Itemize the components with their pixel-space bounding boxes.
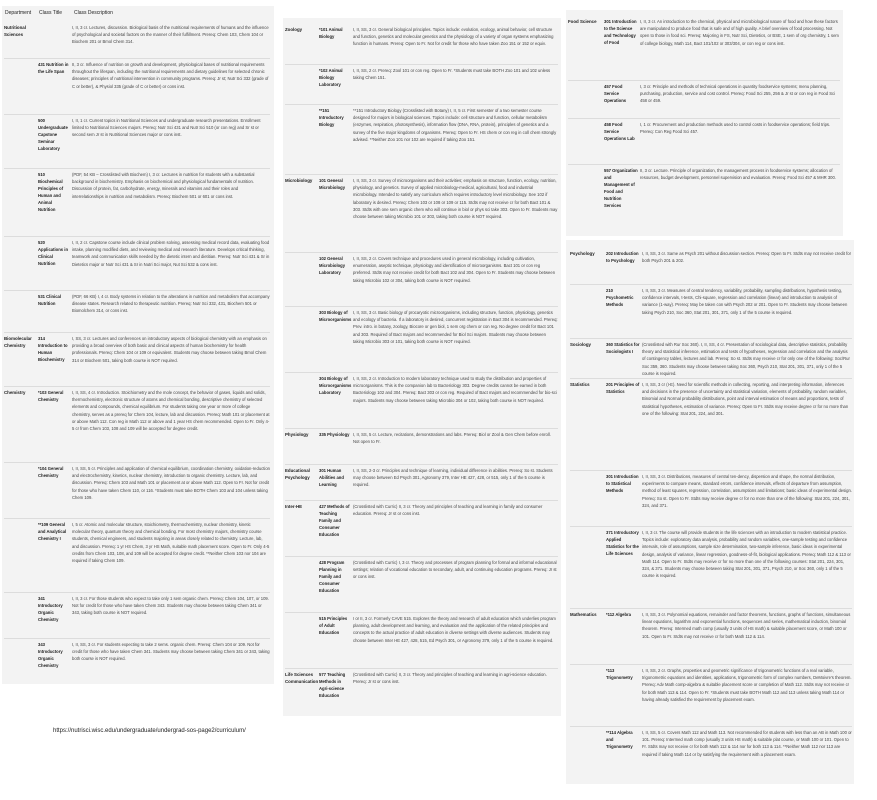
table-row	[285, 24, 558, 66]
table-row	[285, 500, 558, 559]
row-class-title: 515 Principles of Adult Education	[319, 616, 348, 635]
row-department	[570, 729, 606, 785]
row-description: I, II, SS, 3 cr. Polynomial equations, remainder and factor theorems, functions, graphs of functions, simultaneous linear equations, logarithm and exponential functions, sequences and series, mathematical induction, binomial theorem. Prereq: Intermed math comp (usually 3 units of HS math) & suitable placement score, or Math 100 or 101. Open to Fr. Stdts may not receive cr for both Math 112 & 114.	[642, 612, 851, 639]
row-description: I, II, SS, 2 cr. Introduction to modern laboratory technique used to study the distribution and properties of microorganisms. This is the companion lab to Bacteriology 303. Degree credits cannot be earned in both Bacteriology 102 and 304. Prereq: Bact 303 or con reg. Required of Bact majors and recommended for bio-sci majors. Students may choose between taking Microbio 304 or 102, taking both course is NOT required.	[353, 376, 557, 403]
table-row	[285, 252, 558, 309]
row-class-title: 371 Introductory Applied Statistics for the Life Sciences	[606, 530, 639, 556]
row-description: I, II, 3 cr. For those students who expect to take only 1 sem organic chem. Prereq: Chem 104, 107, or 109. Not for credit for those who have taken Chem 343. Students may choose between taking Chem 341 or 343, taking both course is NOT required.	[72, 596, 269, 616]
row-class-title	[38, 24, 72, 60]
row-class-title: 457 Food Service Operations	[604, 84, 627, 103]
row-class-title: 428 Program Planning in Family and Consumer Education	[319, 560, 345, 593]
row-description: (Crosslisted with Curric) II, 3 cr. Theory and principles of teaching and learning in agri-science education. Prereq: Jr st or cons inst.	[353, 672, 547, 685]
row-department: Physiology	[285, 432, 309, 437]
header-class-title: Class Title	[39, 10, 63, 16]
row-department: Zoology	[285, 27, 303, 32]
row-class-title: 303 Biology of Microorganisms	[319, 310, 352, 322]
table-row	[570, 608, 852, 667]
table-row	[570, 248, 852, 284]
row-class-title: 510 Biochemical Principles of Human and Animal Nutrition	[38, 172, 64, 212]
row-description: I, II, SS, 3 cr. Basic biology of procaryotic microorganisms, including structure, function, physiology, genetics and ecology of bacteria. If a laboratory is desired, concurrent registration in Bact 304 is recommended. Prereq: Prev. intro. in botany, zoology, Biocore or gen biol, 1 sem org chem or con reg. No degree credit for Bact 101 and 303. Required of Bact majors and recommended for Biol Sci majors. Students may choose between taking Microbio 303 or 101, taking both course is NOT required.	[353, 310, 558, 344]
row-department	[285, 255, 319, 309]
table-row	[4, 332, 270, 389]
table-row	[4, 58, 270, 117]
row-department	[4, 61, 38, 117]
row-description: I or II, 3 cr. Formerly CAVE 515. Explores the theory and research of adult education which underlies program planning, adult development and learning, and evaluation and the application of the related principles and concepts to the actual practice of adult education in diverse settings with diverse audiences. Students may choose between Inter HE 427, 428, 515, Ed Psych 301, or Agronomy 379, only 1 of the 5 course is required.	[353, 616, 556, 643]
row-description: (Crosslisted with Rur Soc 360). I, II, SS, 4 cr. Presentation of sociological data, descriptive statistics, probability theory and statistical inference, estimation and tests of hypotheses, regression and correlation and the analysis of contingency tables, lectures and lab. Prereq: So st. Stdts may receive cr for only one of the following: Soc/Rur Soc 359, 360. Students may choose between taking Soc 360, Psych 210, Stat 201, 301, 371, only 1 of the 5 course is required.	[642, 342, 850, 376]
source-url: https://nutrisci.wisc.edu/undergraduate/undergrad-sos-page2/curriculum/	[53, 728, 246, 734]
row-department: Educational Psychology	[285, 468, 310, 480]
table-row	[285, 464, 558, 503]
row-department	[4, 117, 38, 171]
table-row	[285, 556, 558, 615]
row-description: I, II, SS, 3 cr. For students expecting to take 2 sems. organic chem. Prereq: Chem 104 or 109. Not for credit for those who have taken Chem 341. Students may choose between taking Chem 341 or 343, taking both course is NOT required.	[72, 642, 270, 662]
table-row	[4, 592, 270, 641]
row-description: (Crosslisted with Curric) I, 3 cr. Theory and processes of program planning for formal and informal educational settings; relation of vocational education to secondary, adult, and continuing education programs. Prereq: Jr st or cons inst.	[353, 560, 557, 580]
row-class-title: 458 Food Service Operations Lab	[604, 122, 635, 141]
table-row	[568, 80, 840, 121]
row-department	[570, 473, 606, 529]
row-class-title: 201 Principles of Statistics	[606, 382, 640, 394]
row-description: I, 3 cr. Principle and methods of technical operations in quantity foodservice systems; menu planning, purchasing, production, service and cost control. Prereq: Food Sci 255, 256 & Jr st or con reg in Food Sci 458 or 459.	[640, 84, 836, 104]
table-row	[4, 22, 270, 60]
row-description: I, II, 2 cr. Capstone course include clinical problem solving, assessing medical record data, evaluating food intake, planning modified diets, and reviewing medical and research literature. Develops critical thinking, teamwork and communication skills needed by the dietetic intern and dietitian. Prereq: Nutr Sci 431 & Sr in Dietetics major or Nutr Sci 431 & Sr in Nutri Sci major, Nut Sci 532 & cons inst.	[72, 240, 270, 267]
row-description: I, II, SS, 2 cr. Graphs, properties and geometric significance of trigonometric functions of a real variable, trigonometric equations and identities, applications, trigonometric form of complex numbers, DeMoivre's theorem. Prereq: Adv Math comp-algebra & suitable placement score or completion of Math 112. Stdts may not receive cr for both Math 113 & 114. Open to Fr. *Students must take BOTH Math 112 and 113 unless taking Math 114 or having already satisfied the requirement by placement exam.	[642, 668, 852, 702]
table-row	[568, 118, 840, 163]
table-row	[4, 462, 270, 521]
row-department	[285, 615, 319, 671]
row-description: I, II, SS, 3 cr. General biological principles. Topics include: evolution, ecology, animal behavior, cell structure and function, genetics and molecular genetics and the physiology of a variety of organ systems emphasizing function in humans. Prereq: Open to Fr. Not for credit for those who have taken Zoo 151 or 152 or equiv.	[353, 27, 554, 47]
row-department	[568, 121, 604, 163]
row-department	[4, 641, 38, 685]
row-class-title: 314 Introduction to Human Biochemistry	[38, 336, 68, 362]
row-description: I, II, 3 cr. Lectures, discussion. Biological basis of the nutritional requirements of humans and the influence of psychological and societal factors on the manner of their fulfillment. Prereq: Chem 103, Chem 104 or Biochem 201 or Bmol Chem 314.	[72, 25, 269, 45]
row-class-title: 202 Introduction to Psychology	[606, 251, 639, 263]
row-department: Mathematics	[570, 612, 597, 617]
row-department	[570, 667, 606, 729]
row-department	[285, 375, 319, 431]
row-department: Inter-HE	[285, 504, 303, 509]
table-row	[568, 16, 840, 74]
row-department: Psychology	[570, 251, 595, 256]
row-description: I, 1 cr. Procurement and production methods used to control costs in foodservice operations; field trips. Prereq: Con Reg Food Sci 457.	[640, 122, 831, 135]
row-description: I, II, SS, 4 cr. Introduction. Stoichiometry and the mole concept, the behavior of gases, liquids and solids, thermochemistry, electronic structure of atoms and chemical bonding, descriptive chemistry of selected elements and compounds, chemical equilibrium. For students taking one year or more of college chemistry, serves as a prereq for Chem 104, lecture, lab and discussion. Prereq: Math 101 or placement at or above Math 112. Con reg in Math 112 or above and 1 year HS chem recommended. Open to Fr. Only 4-5 cr from Chem 103, 108 and 109 will be accepted for degree credit.	[72, 390, 270, 432]
row-department	[285, 67, 319, 107]
row-department	[570, 287, 606, 341]
row-department	[4, 171, 38, 239]
row-class-title: 335 Physiology	[319, 432, 350, 437]
table-row	[4, 168, 270, 239]
table-row	[4, 114, 270, 171]
row-class-title: 301 Introduction to the Science and Technology of Food	[604, 19, 637, 45]
row-description: I, II, SS, 5 cr. Lecture, recitations, demonstrations and labs. Prereq: Biol or Zool & Gen Chem before enroll. Not open to Fr.	[353, 432, 551, 445]
row-class-title: 343 Introductory Organic Chemistry	[38, 642, 63, 668]
row-class-title: 500 Undergraduate Capstone Seminar Laboratory	[38, 118, 68, 151]
row-class-title: *104 General Chemistry	[38, 466, 64, 478]
row-class-title: 210 Psychometric Methods	[606, 288, 634, 307]
table-row	[285, 612, 558, 671]
table-row	[570, 284, 852, 341]
row-department: Microbiology	[285, 178, 313, 183]
row-class-title: *112 Algebra	[606, 612, 631, 617]
row-class-title: 102 General Microbiology Laboratory	[319, 256, 346, 275]
row-class-title: 301 Human Abilities and Learning	[319, 468, 344, 487]
row-class-title: **114 Algebra and Trigonometry	[606, 730, 633, 749]
row-description: I, 5 cr. Atomic and molecular structure, stoichiometry, thermochemistry, nuclear chemistry, kinetic molecular theory, quantum theory and chemical bonding. For most chemistry majors, chemistry course students, chemical engineers, and students majoring in areas closely related to chemistry. Lecture, lab, and discussion. Prereq: 1 yr HS Chem, 3 yr HS Math, suitable math placement score. Open to Fr. Only 4-5 credits from Chem 103, 108, and 109 will be accepted for degree credit. **Neither Chem 103 nor 104 are required if taking Chem 109.	[72, 522, 270, 564]
row-class-title: 577 Teaching Methods in Agri-science Education	[319, 672, 346, 698]
row-class-title: 520 Applications in Clinical Nutrition	[38, 240, 69, 266]
table-row	[570, 526, 852, 609]
row-description: I, II, 3 cr. An introduction to the chemical, physical and microbiological nature of food and how these factors are manipulated to produce food that is safe and of high quality. A brief overview of food processing. Not open to those in food sci. Prereq: Majoring in FS, Nutr Sci, Dietetics, or BSE, 1 sem of org chemistry, 1 sem of college biology, Math 114, Bact 101/102 or 303/304, or con reg or cons inst.	[640, 19, 839, 46]
row-description: I, II, SS, 2 cr. Covers technique and procedures used in general microbiology, including cultivation, enumeration, aseptic technique, physiology and identification of microorganisms. Bact 101 or con reg preferred. Stdts may not receive credit for both Bact 102 and 304. Open to Fr. Students may choose between taking Microbio 102 or 304, taking both course is NOT required.	[353, 256, 556, 283]
row-class-title: *101 Animal Biology	[319, 27, 343, 39]
table-row	[285, 372, 558, 431]
table-row	[285, 104, 558, 169]
row-description: I, II, SS, 3 cr. Survey of microorganisms and their activities; emphasis on structure, function, ecology, nutrition, physiology, and genetics. Survey of applied microbiology-medical, agricultural, food and industrial microbiology. Intended to satisfy any curriculum which requires introductory level microbiology. See 102 if laboratory is desired. Prereq: Chem 103 or 108 or 109 or 115. Stdts may not receive cr for both Bact 101 & 303. Stdts with one sem organic chem who will continue in biol or phys sci take 303. Open to Fr. Students may choose between taking Microbio 101 or 303, taking both course is NOT required.	[353, 178, 558, 220]
table-row	[285, 428, 558, 461]
row-description: I, II, SS, 5 cr. Principles and application of chemical equilibrium, coordination chemistry, oxidation-reduction and electrochemistry, kinetics, nuclear chemistry, introduction to organic chemistry. Lecture, lab, and discussion. Prereq: Chem 103 and Math 101 or placement at or above Math 112. Open to Fr. Not for credit for those who have taken Chem 110, or 116. *Students must take BOTH Chem 103 and 104 unless taking Chem 109.	[72, 466, 270, 500]
row-department	[285, 107, 319, 169]
row-department	[4, 521, 38, 595]
row-class-title: 431 Nutrition in the Life Span	[38, 62, 69, 74]
row-description: I, II, SS, 3 cr. Distributions, measures of central ten-dency, dispersion and shape, the normal distribution, experiments to compare means, standard errors, confidence intervals, effects of departure from assumption, method of least squares, regression, correlation, assumptions and limitations; basic ideas of experimental design. Prereq: So st. Open to Fr. Stdts may receive degree cr for no more than one of the following: Stat 201, 224, 301, 324, and 371.	[642, 474, 852, 508]
table-row	[4, 638, 270, 685]
row-department	[285, 559, 319, 615]
table-row	[570, 664, 852, 729]
row-description: (PDF, 66 KB) I, 4 cr. Body systems in relation to the alterations in nutrition and metabolism that accompany disease states. Research related to therapeutic nutrition. Prereq: Nutr Sci 332, 431, Biochem 501 or Biomolchem 314, or cons inst.	[72, 294, 270, 314]
row-description: I, II, SS, 2-3 cr. Principles and technique of learning, individual difference in abilities. Prereq: So st. Students may choose between Ed Psych 301, Agronomy 379, Inter HE 427, 428, or 515, only 1 of the 5 course is required.	[353, 468, 553, 488]
row-description: I, II, SS, 5 cr. Covers Math 112 and Math 113. Not recommended for students with less than an AB in Math 100 or 101. Prereq: Intermed math comp (usually 3 units HS math) & suitable plat course, or Math 100 or 101. Open to Fr. Stdts may not receive cr for both Math 112 & 114 nor for both 113 & 114. **Neither Math 112 nor 113 are required if taking Math 114 or by satisfying the requirement with a placement exam.	[642, 730, 852, 757]
table-row	[570, 470, 852, 529]
row-class-title: *113 Trigonometry	[606, 668, 633, 680]
row-class-title: 341 Introductory Organic Chemistry	[38, 596, 63, 622]
row-department	[4, 239, 38, 293]
row-description: I, II, SS, 3 cr. Same as Psych 201 without discussion section. Prereq: Open to Fr. Stdts may not receive credit for both Psych 201 & 202.	[642, 251, 852, 264]
row-department: Nutritional Sciences	[4, 25, 26, 37]
table-row	[285, 306, 558, 375]
row-class-title: 531 Clinical Nutrition	[38, 294, 62, 306]
row-description: I, II, SS, 3 cr. Measures of central tendency, variability, probability, sampling distributions, hypothesis testing, confidence intervals, t-tests, Chi-square, regression and correlation (linear) and introduction to analysis of variance (1-way). Prereq: May be taken con with Psych 202 or 201. Open to Fr. Students may choose between taking Psych 210, Soc 360, Stat 201, 301, 371, only 1 of the 5 course is required.	[642, 288, 848, 315]
row-class-title: **109 General and Analytical Chemistry I	[38, 522, 67, 541]
table-row	[4, 236, 270, 293]
row-department	[568, 167, 604, 237]
row-description: (PDF, 54 KB – Crosslisted with Biochem) I, 3 cr. Lectures in nutrition for students with a substantial background in biochemistry. Emphasis on biochemical and physiological fundamentals of nutrition. Discussion of protein, fat, carbohydrate, energy, minerals and vitamins and their roles and interrelationships in nutrition and metabolism. Prereq: Biochem 501 or 601 or cons inst.	[72, 172, 255, 199]
row-description: **151 Introductory Biology (Crosslisted with Botany) I, II, 5 cr. First semester of a two semester course designed for majors in biological sciences. Topics include: cell structure and function, cellular metabolism (enzymes, respiration, photosynthesis), information flow (DNA, RNA, protein), principles of genetics and a survey of the five major kingdoms of organisms. Prereq: Open to Fr. HS chem or con reg in coll chem strongly advised. **Neither Zoo 101 nor 102 are required if taking Zoo 151.	[353, 108, 557, 142]
row-department	[4, 465, 38, 521]
row-description: I, II, SS, 3 cr (I-E). Need for scientific methods in collecting, reporting, and interpreting information, inferences and decisions in the presence of uncertainty and statistical variation, elements of probability, random variables, Binomial and Normal probability distributions, point and interval estimation of means and proportions, tests of statistical hypotheses, estimation of variance. Prereq: Open to Fr. Stdts may receive degree cr for no more than one of the following: Stat 201, 224, and 301.	[642, 382, 849, 416]
row-department: Life Sciences Communication	[285, 672, 319, 684]
row-department: Biomolecular Chemistry	[4, 336, 32, 348]
table-row	[285, 668, 558, 717]
table-row	[4, 518, 270, 595]
row-class-title: *103 General Chemistry	[38, 390, 64, 402]
table-row	[285, 174, 558, 255]
row-department: Chemistry	[4, 390, 26, 395]
row-department: Sociology	[570, 342, 591, 347]
row-department	[4, 595, 38, 641]
row-department: Food Science	[568, 19, 597, 24]
row-department	[570, 529, 606, 609]
table-row	[285, 64, 558, 107]
table-row	[4, 386, 270, 465]
table-row	[570, 378, 852, 473]
row-department	[4, 293, 38, 335]
row-description: I, II, 3 cr. The course will provide students in the life sciences with an introduction to modern statistical practice. Topics include: exploratory data analysis, probability and random variables, one-sample testing and confidence intervals, role of assumptions, sample size determination, two-sample inference, basic ideas in experimental design, analysis of variance, linear regression, goodness-of-fit, biological applications. Prereq: Math 112 & 113 or Math 114. Open to Fr. Stdts may receive cr for no more than one of the following courses: Stat 201, 224, 301, 324, & 371. Students may choose between taking Stat 201, 301, 371, Psych 210, or Soc 360, only 1 of the 5 course is required.	[642, 530, 851, 579]
row-description: II, 3 cr. Lecture. Principle of organization, the management process in foodservice systems; allocation of resources, budget development, personnel supervision and evaluation. Prereq: Food Sci 457 & MHR 300.	[640, 168, 836, 181]
table-row	[570, 726, 852, 785]
row-department	[285, 309, 319, 375]
row-class-title: 427 Methods of Teaching Family and Consumer Education	[319, 504, 350, 537]
header-department: Department	[5, 10, 32, 16]
row-description: (Crosslisted with Curric) II, 3 cr. Theory and principles of teaching and learning in family and consumer education. Prereq: Jr st or cons inst.	[353, 504, 543, 517]
table-row	[4, 290, 270, 335]
table-row	[570, 338, 852, 381]
header-class-description: Class Description	[74, 10, 113, 16]
row-description: II, 3 cr. Influence of nutrition on growth and development, physiological bases of nutritional requirements throughout the lifespan, including the nutritional requirements and dietary guidelines for selected chronic diseases; principles of nutritional intervention in community programs. Prereq: Jr st; Nutr Sci 332 (grade of C or better), & Physiol 335 (grade of C or better) or cons inst.	[72, 62, 269, 89]
row-class-title: 301 Introduction to Statistical Methods	[606, 474, 639, 493]
row-description: I, II, 1 cr. Current topics in Nutritional Sciences and undergraduate research presentations. Enrollment limited to Nutritional Sciences majors. Prereq: Nutr Sci 431 and Nutr Sci 510 (or con reg) and Sr st or second sem Jr st in Nutritional Sciences major or cons inst.	[72, 118, 261, 138]
row-description: I, II, SS, 2 cr. Prereq: Zool 101 or con reg. Open to Fr. *Students must take BOTH Zoo 101 and 102 unless taking Chem 151.	[353, 68, 551, 81]
row-description: I, SS, 3 cr. Lectures and conferences on introductory aspects of biological chemistry with an emphasis on providing a broad overview of both basic and clinical aspects of human biochemistry for health professionals. Prereq: Chem 104 or 109 or equivalent. Students may choose between taking Bmol Chem 314 or Biochem 501, taking both course is NOT required.	[72, 336, 267, 363]
row-class-title: 360 Statistics for Sociologists I	[606, 342, 640, 354]
row-class-title: 557 Organization and Management of Food and Nutrition Services	[604, 168, 638, 208]
table-row	[568, 164, 840, 237]
row-department	[568, 83, 604, 121]
row-class-title: **151 Introductory Biology	[319, 108, 344, 127]
row-class-title: *102 Animal Biology Laboratory	[319, 68, 343, 87]
row-class-title: 101 General Microbiology	[319, 178, 346, 190]
row-class-title: 304 Biology of Microorganisms Laboratory	[319, 376, 352, 395]
row-department: Statistics	[570, 382, 590, 387]
